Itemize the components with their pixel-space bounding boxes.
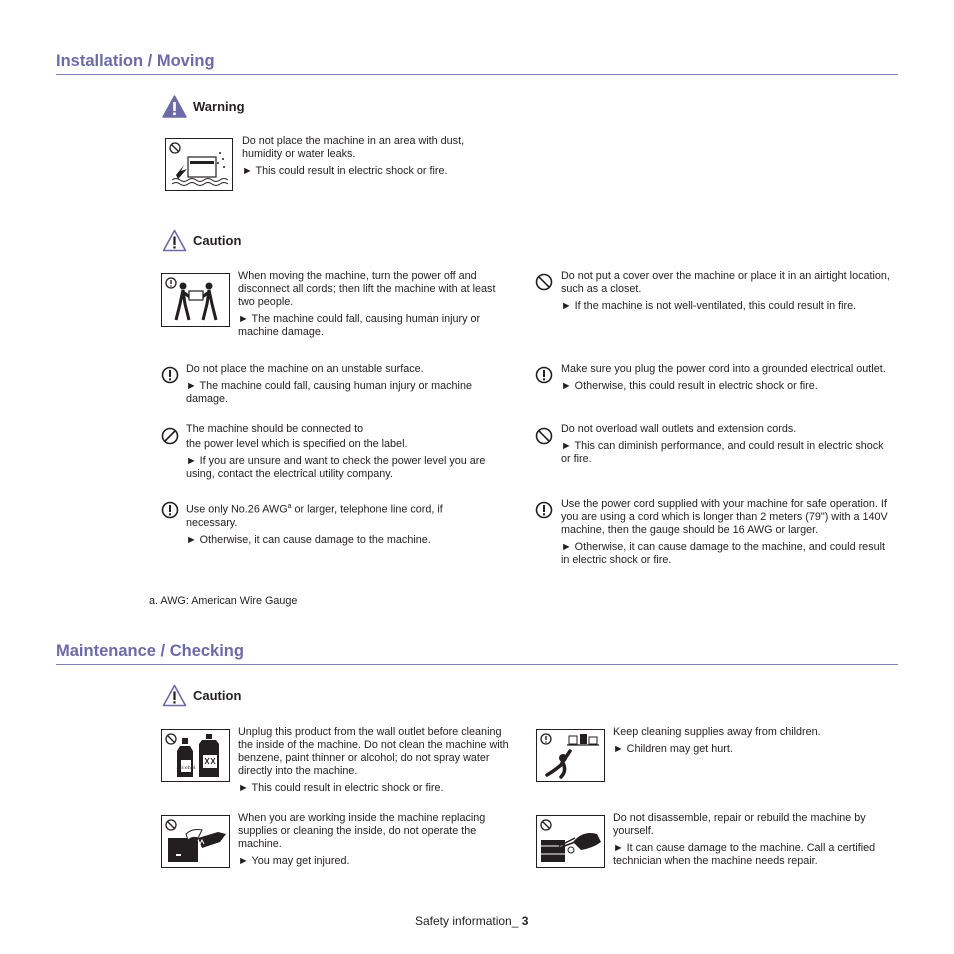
item-result: ► Otherwise, this could result in electric shock or fire. [561,380,818,392]
warning-label: Warning [193,99,245,114]
warning-header [162,95,245,118]
item-awg [186,500,486,547]
item-disassemble [613,812,891,868]
item-result: ► The machine could fall, causing human injury or machine damage. [186,380,472,405]
item-result: ► Otherwise, it can cause damage to the machine, and could result in electric shock or fire. [561,541,885,566]
item-text: Do not place the machine in an area with dust, humidity or water leaks. [242,135,465,160]
caution-header [162,229,241,252]
plug-prohibition-icon [161,427,179,445]
item-overload [561,423,891,466]
item-text: When moving the machine, turn the power off and disconnect all cords; then lift the machine with at least two people. [238,270,496,308]
section-divider [56,664,898,665]
item-text: Do not place the machine on an unstable surface. [186,363,424,375]
item-text: Unplug this product from the wall outlet before cleaning the inside of the machine. Do not clean the machine with benzene, paint thinner or alcohol; do not spray water directly into the machine. [238,726,509,777]
caution-triangle-icon [162,229,187,252]
two-people-lifting-illustration [161,273,230,327]
section-divider [56,74,898,75]
item-result: ► This can diminish performance, and could result in electric shock or fire. [561,440,884,465]
item-result: ► It can cause damage to the machine. Call a certified technician when the machine needs repair. [613,842,876,867]
alcohol-label: Alcohol [176,765,196,771]
item-text: Make sure you plug the power cord into a grounded electrical outlet. [561,363,886,375]
item-text: When you are working inside the machine replacing supplies or cleaning the inside, do not operate the machine. [238,812,486,850]
prohibition-icon [535,273,553,291]
item-operate [238,812,514,868]
caution-label: Caution [193,233,242,248]
item-text [186,500,486,530]
item-text: Do not overload wall outlets and extension cords. [561,423,797,435]
footnote-marker: a [287,503,292,510]
prohibition-icon [535,427,553,445]
item-result: ► Otherwise, it can cause damage to the machine. [186,533,431,546]
footer-label: Safety information_ [415,914,522,928]
item-power-level [186,423,516,481]
awg-text-rest: or larger, telephone line cord, if necessary. [186,503,443,529]
section-title-installation: Installation / Moving [56,52,215,70]
cleaning-chemicals-illustration [161,729,230,782]
warning-triangle-icon [162,95,187,118]
page-footer [415,914,528,928]
item-result: ► The machine could fall, causing human injury or machine damage. [238,313,481,338]
page-number: 3 [521,914,529,928]
item-dust [242,135,497,178]
item-text: Do not disassemble, repair or rebuild the machine by yourself. [613,812,866,837]
item-grounded [561,363,891,393]
item-result: ► This could result in electric shock or fire. [238,782,444,794]
mandatory-exclamation-icon [161,501,179,519]
item-text: Do not put a cover over the machine or place it in an airtight location, such as a closet. [561,270,890,295]
item-result: ► You may get injured. [238,855,350,867]
mandatory-exclamation-icon [535,366,553,384]
mandatory-exclamation-icon [535,501,553,519]
water-leak-illustration [165,138,233,191]
item-result: ► Children may get hurt. [613,743,733,755]
item-children [613,726,883,756]
item-result: ► If you are unsure and want to check the power level you are using, contact the electrical utility company. [186,455,486,480]
item-unplug [238,726,514,795]
section-title-maintenance: Maintenance / Checking [56,642,244,660]
mandatory-exclamation-icon [161,366,179,384]
screwdriver-repair-illustration [536,815,605,868]
item-text: the power level which is specified on the label. [186,438,408,450]
item-cover [561,270,891,313]
caution-triangle-icon [162,684,187,707]
item-result: ► This could result in electric shock or fire. [242,165,448,177]
item-power-cord [561,498,893,567]
item-unstable [186,363,508,406]
item-text: Use the power cord supplied with your machine for safe operation. If you are using a cord which is longer than 2 meters (79") with a 140V machine, then the gauge should be 16 AWG or larger. [561,498,888,536]
footnote: a. AWG: American Wire Gauge [149,595,298,607]
item-result: ► If the machine is not well-ventilated, this could result in fire. [561,300,857,312]
awg-text: Use only No.26 AWG [186,503,288,516]
caution-header [162,684,241,707]
child-reaching-illustration [536,729,605,782]
item-text: The machine should be connected to [186,423,364,435]
hand-inside-machine-illustration [161,815,230,868]
caution-label: Caution [193,688,242,703]
item-moving [238,270,510,339]
item-text: Keep cleaning supplies away from children. [613,726,821,738]
